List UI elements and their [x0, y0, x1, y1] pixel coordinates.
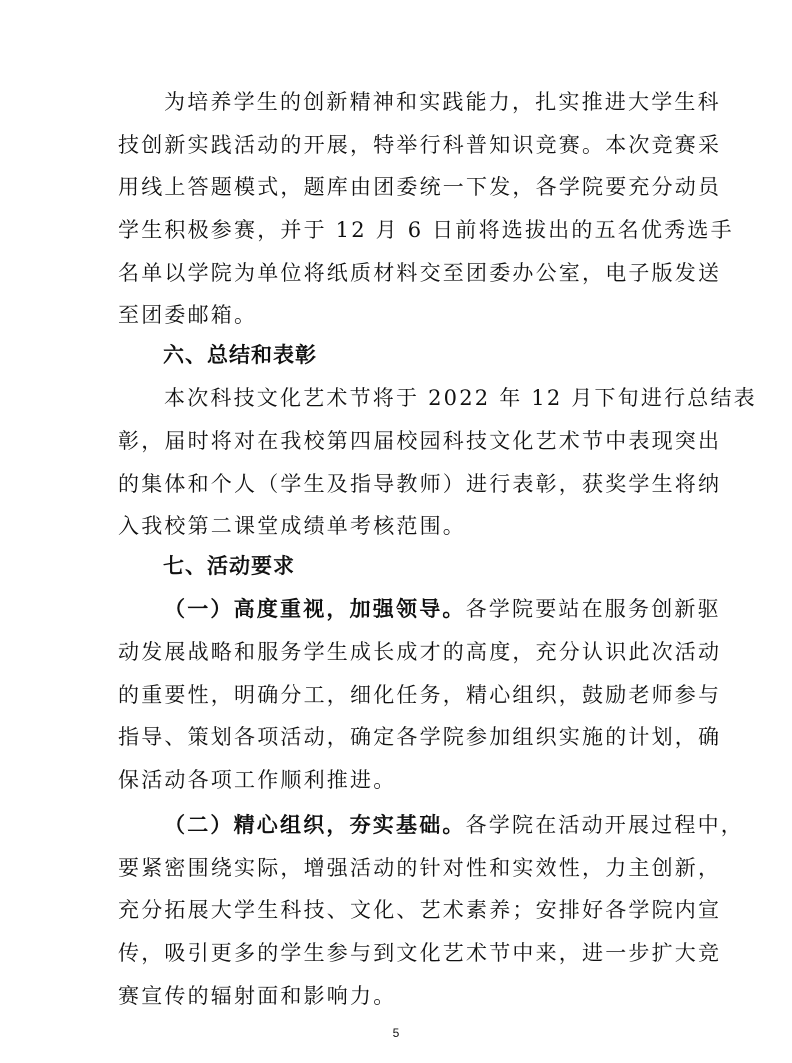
text-line: 指导、策划各项活动，确定各学院参加组织实施的计划，确 — [118, 725, 722, 749]
text-line: 技创新实践活动的开展，特举行科普知识竞赛。本次竞赛采 — [118, 133, 722, 157]
text-line: 入我校第二课堂成绩单考核范围。 — [118, 514, 466, 538]
text-line — [164, 594, 721, 624]
requirement-lead: （二）精心组织，夯实基础。 — [164, 812, 466, 837]
text-line: 名单以学院为单位将纸质材料交至团委办公室，电子版发送 — [118, 261, 722, 285]
text-line: 为培养学生的创新精神和实践能力，扎实推进大学生科 — [164, 90, 721, 114]
text-line: 保活动各项工作顺利推进。 — [118, 768, 397, 792]
text-line: 学生积极参赛，并于 12 月 6 日前将选拔出的五名优秀选手 — [118, 218, 734, 242]
text-line: 的重要性，明确分工，细化任务，精心组织，鼓励老师参与 — [118, 683, 722, 707]
text-line: 至团委邮箱。 — [118, 303, 258, 327]
section-heading-summary: 六、总结和表彰 — [163, 343, 317, 367]
text-line — [164, 810, 745, 840]
requirement-lead: （一）高度重视，加强领导。 — [164, 596, 466, 621]
text-line: 要紧密围绕实际，增强活动的针对性和实效性，力主创新， — [118, 856, 722, 880]
text-line: 传，吸引更多的学生参与到文化艺术节中来，进一步扩大竞 — [118, 941, 722, 965]
page-number: 5 — [392, 1026, 400, 1040]
text-line: 动发展战略和服务学生成长成才的高度，充分认识此次活动 — [118, 640, 722, 664]
text-line: 赛宣传的辐射面和影响力。 — [118, 984, 397, 1008]
text-line: 彰，届时将对在我校第四届校园科技文化艺术节中表现突出 — [118, 429, 722, 453]
text-line: 充分拓展大学生科技、文化、艺术素养；安排好各学院内宣 — [118, 898, 722, 922]
section-heading-requirements: 七、活动要求 — [163, 554, 295, 578]
text-span: 各学院在活动开展过程中， — [465, 813, 745, 837]
text-span: 各学院要站在服务创新驱 — [465, 597, 721, 621]
text-line: 的集体和个人（学生及指导教师）进行表彰，获奖学生将纳 — [118, 472, 722, 496]
text-line: 本次科技文化艺术节将于 2022 年 12 月下旬进行总结表 — [164, 386, 757, 410]
text-line: 用线上答题模式，题库由团委统一下发，各学院要充分动员 — [118, 175, 722, 199]
